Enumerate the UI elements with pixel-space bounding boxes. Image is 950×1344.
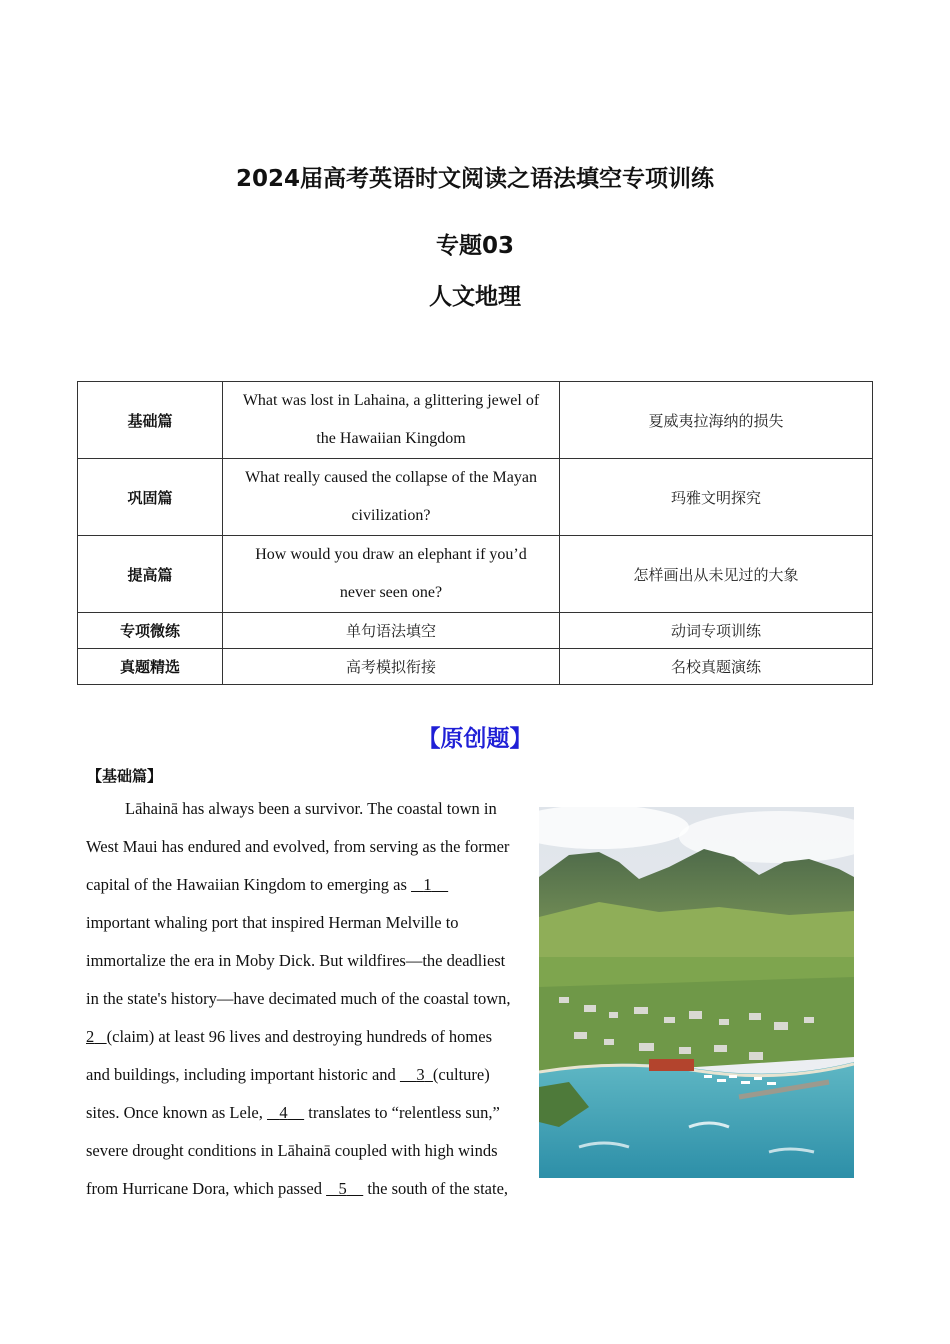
table-row bbox=[78, 459, 873, 536]
lahaina-aerial-photo bbox=[539, 807, 854, 1178]
table-row bbox=[78, 382, 873, 459]
subsection-label: 【基础篇】 bbox=[87, 767, 163, 785]
blank-4: 4 bbox=[279, 1103, 288, 1122]
passage-line: immortalize the era in Moby Dick. But wildfires—the deadliest bbox=[86, 951, 506, 970]
chinese-title-cell: 动词专项训练 bbox=[560, 613, 873, 649]
topic-name: 人文地理 bbox=[429, 284, 521, 310]
chinese-title-cell: 怎样画出从未见过的大象 bbox=[560, 536, 873, 613]
table-row bbox=[78, 613, 873, 649]
passage-line: sites. Once known as Lele, 4 translates to “relentless sun,” bbox=[86, 1103, 500, 1122]
level-cell: 专项微练 bbox=[78, 613, 223, 649]
english-title-cell: How would you draw an elephant if you’d never seen one? bbox=[223, 536, 560, 613]
passage-line: from Hurricane Dora, which passed 5 the south of the state, bbox=[86, 1179, 509, 1198]
chinese-title-cell: 名校真题演练 bbox=[560, 649, 873, 685]
document-title: 2024届高考英语时文阅读之语法填空专项训练 bbox=[235, 166, 714, 192]
blank-5: 5 bbox=[338, 1179, 347, 1198]
english-title-cell: 单句语法填空 bbox=[223, 613, 560, 649]
passage-line: 2 (claim) at least 96 lives and destroying hundreds of homes bbox=[86, 1027, 492, 1046]
passage-line: Lāhainā has always been a survivor. The coastal town in bbox=[125, 799, 497, 818]
chinese-title-cell: 夏威夷拉海纳的损失 bbox=[560, 382, 873, 459]
level-cell: 提高篇 bbox=[78, 536, 223, 613]
level-cell: 真题精选 bbox=[78, 649, 223, 685]
contents-table bbox=[77, 381, 873, 685]
section-title: 【原创题】 bbox=[417, 726, 533, 752]
english-title-cell: 高考模拟衔接 bbox=[223, 649, 560, 685]
english-title-cell: What really caused the collapse of the Mayan civilization? bbox=[223, 459, 560, 536]
blank-2: 2 bbox=[86, 1027, 95, 1046]
table-row bbox=[78, 536, 873, 613]
english-title-cell: What was lost in Lahaina, a glittering jewel of the Hawaiian Kingdom bbox=[223, 382, 560, 459]
passage-line: severe drought conditions in Lāhainā coupled with high winds bbox=[86, 1141, 498, 1160]
passage-line: important whaling port that inspired Herman Melville to bbox=[86, 913, 459, 932]
passage-line: and buildings, including important historic and 3 (culture) bbox=[86, 1065, 490, 1084]
blank-1: 1 bbox=[423, 875, 432, 894]
topic-number: 专题03 bbox=[435, 233, 514, 259]
level-cell: 巩固篇 bbox=[78, 459, 223, 536]
table-row bbox=[78, 649, 873, 685]
passage-line: in the state's history—have decimated much of the coastal town, bbox=[86, 989, 511, 1008]
blank-3: 3 bbox=[416, 1065, 425, 1084]
chinese-title-cell: 玛雅文明探究 bbox=[560, 459, 873, 536]
passage-line: West Maui has endured and evolved, from serving as the former bbox=[86, 837, 510, 856]
level-cell: 基础篇 bbox=[78, 382, 223, 459]
passage-line: capital of the Hawaiian Kingdom to emerging as 1 bbox=[86, 875, 448, 895]
